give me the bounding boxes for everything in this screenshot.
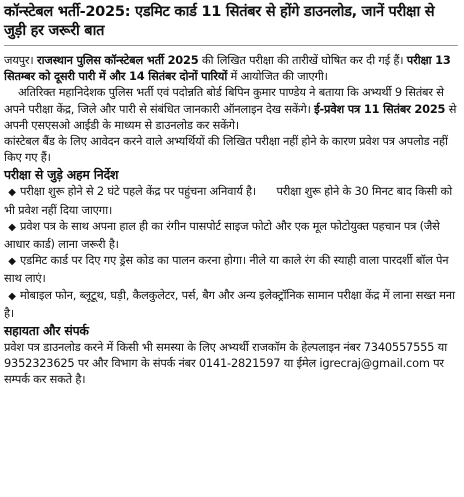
instructions-heading: परीक्षा से जुड़े अहम निर्देश (4, 167, 119, 183)
headline: कॉन्स्टेबल भर्ती-2025: एडमिट कार्ड 11 सितंबर से होंगे डाउनलोड, जानें परीक्षा से जुड़ी हर जरूरी बात (4, 3, 435, 39)
instruction-text: परीक्षा शुरू होने से 2 घंटे पहले केंद्र पर पहुंचना अनिवार्य है। परीक्षा शुरू होने के 30 मिनट बाद किसी को भी प्रवेश नहीं दिया जाएगा। (4, 184, 456, 217)
download-info-text: से अपनी एसएसओ आईडी के माध्यम से डाउनलोड कर सकेंगे। (4, 101, 457, 132)
intro-paragraph (4, 52, 458, 84)
list-item (4, 218, 458, 252)
diamond-bullet-icon: ◆ (8, 290, 16, 302)
board-statement-paragraph (4, 84, 458, 133)
instruction-text: प्रवेश पत्र के साथ अपना हाल ही का रंगीन पासपोर्ट साइज फोटो और एक मूल फोटोयुक्त पहचान पत्र (जैसे आधार कार्ड) लाना जरूरी है। (4, 218, 440, 252)
board-statement-text: अतिरिक्त महानिदेशक पुलिस भर्ती एवं पदोन्नति बोर्ड बिपिन कुमार पाण्डेय ने बताया कि अभ्यर्थी 9 सितंबर से अपने परीक्षा केंद्र, जिले और पारी से संबंधित जानकारी ऑनलाइन देख सकेंगे। (4, 85, 444, 116)
instruction-text: एडमिट कार्ड पर दिए गए ड्रेस कोड का पालन करना होगा। नीले या काले रंग की स्याही वाला पारदर्शी बॉल पेन साथ लाएं। (4, 253, 449, 286)
diamond-bullet-icon: ◆ (8, 221, 16, 233)
divider (4, 45, 458, 46)
intro-text-1: की लिखित परीक्षा की तारीखें घोषित कर दी गई हैं। (201, 53, 404, 67)
support-paragraph: प्रवेश पत्र डाउनलोड करने में किसी भी समस्या के लिए अभ्यर्थी राजकॉम के हेल्पलाइन नंबर 7340557555 या 9352323625 पर और विभाग के संपर्क नंबर 0141-2821597 या ईमेल igrecraj@gmail.com पर सम्पर्क कर सकते है। (4, 340, 447, 387)
intro-bold-1: राजस्थान पुलिस कॉन्स्टेबल भर्ती 2025 (36, 53, 199, 67)
support-heading: सहायता और संपर्क (4, 323, 89, 339)
intro-text-2: में आयोजित की जाएगी। (230, 69, 328, 84)
list-item (4, 252, 458, 286)
diamond-bullet-icon: ◆ (8, 187, 16, 199)
band-note-paragraph: कांस्टेबल बैंड के लिए आवेदन करने वाले अभ्यर्थियों की लिखित परीक्षा नहीं होने के कारण प्रवेश पत्र अपलोड नहीं किए गए हैं। (4, 134, 448, 165)
instructions-list (4, 183, 458, 321)
diamond-bullet-icon: ◆ (8, 256, 16, 268)
admit-card-date-bold: ई-प्रवेश पत्र 11 सितंबर 2025 (314, 101, 446, 116)
dateline: जयपुर। (4, 53, 34, 67)
intro-bold-2: परीक्षा 13 सितम्बर को दूसरी पारी में और 14 सितंबर दोनों पारियों (4, 53, 451, 84)
list-item (4, 287, 458, 321)
list-item (4, 183, 458, 217)
instruction-text: मोबाइल फोन, ब्लूटूथ, घड़ी, कैलकुलेटर, पर्स, बैग और अन्य इलेक्ट्रॉनिक सामान परीक्षा केंद्र में लाना सख्त मना है। (4, 287, 455, 320)
